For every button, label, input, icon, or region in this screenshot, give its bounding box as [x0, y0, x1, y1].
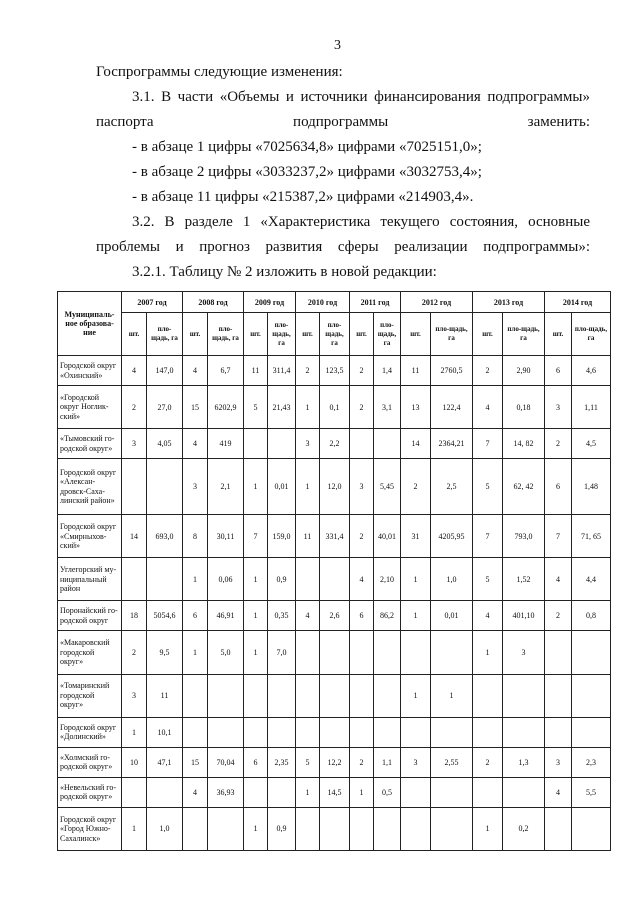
- area-cell: 0,35: [268, 601, 296, 631]
- count-cell: 11: [401, 356, 431, 386]
- header-count: шт.: [244, 313, 268, 356]
- count-cell: 2: [350, 356, 374, 386]
- count-cell: 1: [296, 777, 320, 807]
- count-cell: [122, 777, 147, 807]
- area-cell: [431, 717, 473, 747]
- count-cell: 3: [401, 747, 431, 777]
- count-cell: 1: [244, 459, 268, 515]
- area-cell: [374, 631, 401, 674]
- count-cell: 11: [244, 356, 268, 386]
- count-cell: 1: [473, 631, 503, 674]
- municipality-name: «Городской округ Ноглик-ский»: [58, 386, 122, 429]
- area-cell: [208, 674, 244, 717]
- area-cell: [431, 807, 473, 850]
- header-municipality: Муниципаль-ное образова-ние: [58, 292, 122, 356]
- count-cell: [183, 807, 208, 850]
- area-cell: 2,3: [572, 747, 611, 777]
- header-area: пло-щадь, га: [320, 313, 350, 356]
- count-cell: 4: [122, 356, 147, 386]
- count-cell: [296, 631, 320, 674]
- table-row: [58, 356, 611, 386]
- count-cell: [401, 777, 431, 807]
- count-cell: [350, 717, 374, 747]
- paragraph-item-2: - в абзаце 2 цифры «3033237,2» цифрами «3032753,4»;: [132, 164, 482, 180]
- count-cell: 7: [545, 515, 572, 558]
- area-cell: 1,0: [147, 807, 183, 850]
- area-cell: 0,18: [503, 386, 545, 429]
- paragraph-3-2: 3.2. В разделе 1 «Характеристика текущего состояния, основные проблемы и прогноз развития сферы реализации подпрограммы»:: [96, 214, 590, 255]
- count-cell: 11: [296, 515, 320, 558]
- table-row: [58, 807, 611, 850]
- area-cell: 123,5: [320, 356, 350, 386]
- table-row: [58, 515, 611, 558]
- area-cell: [572, 717, 611, 747]
- count-cell: [401, 631, 431, 674]
- area-cell: [374, 807, 401, 850]
- count-cell: 1: [401, 674, 431, 717]
- section-3-2-1: [96, 260, 590, 285]
- count-cell: 2: [350, 747, 374, 777]
- section-3-2: [96, 210, 590, 260]
- area-cell: 6202,9: [208, 386, 244, 429]
- area-cell: 6,7: [208, 356, 244, 386]
- area-cell: 3: [503, 631, 545, 674]
- municipality-name: «Томаринский городской округ»: [58, 674, 122, 717]
- area-cell: 12,2: [320, 747, 350, 777]
- count-cell: 4: [350, 558, 374, 601]
- header-area: пло-щадь, га: [431, 313, 473, 356]
- header-year: 2011 год: [350, 292, 401, 313]
- paragraph-item-1: - в абзаце 1 цифры «7025634,8» цифрами «7025151,0»;: [132, 139, 482, 155]
- count-cell: 15: [183, 747, 208, 777]
- area-cell: 4,6: [572, 356, 611, 386]
- count-cell: 3: [350, 459, 374, 515]
- area-cell: 47,1: [147, 747, 183, 777]
- area-cell: 2,90: [503, 356, 545, 386]
- count-cell: [350, 429, 374, 459]
- area-cell: 5,0: [208, 631, 244, 674]
- count-cell: 3: [122, 674, 147, 717]
- paragraph-intro: Госпрограммы следующие изменения:: [96, 64, 343, 80]
- count-cell: 3: [545, 386, 572, 429]
- table-row: [58, 717, 611, 747]
- area-cell: [208, 807, 244, 850]
- header-count: шт.: [401, 313, 431, 356]
- paragraph-3-1: 3.1. В части «Объемы и источники финансирования подпрограммы» паспорта подпрограммы заменить:: [96, 89, 590, 130]
- count-cell: 1: [244, 558, 268, 601]
- count-cell: 4: [545, 558, 572, 601]
- header-year: 2009 год: [244, 292, 296, 313]
- area-cell: 4,4: [572, 558, 611, 601]
- municipality-name: Городской округ «Охинский»: [58, 356, 122, 386]
- header-area: пло-щадь, га: [208, 313, 244, 356]
- count-cell: 18: [122, 601, 147, 631]
- header-count: шт.: [122, 313, 147, 356]
- count-cell: 2: [473, 356, 503, 386]
- count-cell: 10: [122, 747, 147, 777]
- header-count: шт.: [296, 313, 320, 356]
- count-cell: 4: [183, 429, 208, 459]
- municipality-name: «Макаровский городской округ»: [58, 631, 122, 674]
- header-year: 2010 год: [296, 292, 350, 313]
- count-cell: 3: [183, 459, 208, 515]
- table-row: [58, 601, 611, 631]
- header-year: 2014 год: [545, 292, 611, 313]
- count-cell: 6: [183, 601, 208, 631]
- count-cell: 6: [244, 747, 268, 777]
- count-cell: 2: [350, 386, 374, 429]
- count-cell: 1: [401, 601, 431, 631]
- municipality-name: Городской округ «Алексан-дровск-Саха-линский район»: [58, 459, 122, 515]
- municipality-name: Городской округ «Долинский»: [58, 717, 122, 747]
- area-cell: 2,5: [431, 459, 473, 515]
- section-3-1: [96, 85, 590, 135]
- area-cell: 2,1: [208, 459, 244, 515]
- municipality-name: Городской округ «Город Южно-Сахалинск»: [58, 807, 122, 850]
- area-cell: 2,10: [374, 558, 401, 601]
- area-cell: 0,01: [431, 601, 473, 631]
- area-cell: 12,0: [320, 459, 350, 515]
- table-row: [58, 674, 611, 717]
- count-cell: 1: [296, 459, 320, 515]
- area-cell: [503, 777, 545, 807]
- municipality-name: «Холмский го-родской округ»: [58, 747, 122, 777]
- count-cell: 1: [244, 807, 268, 850]
- header-count: шт.: [350, 313, 374, 356]
- area-cell: 159,0: [268, 515, 296, 558]
- count-cell: 1: [296, 386, 320, 429]
- area-cell: 1,48: [572, 459, 611, 515]
- area-cell: 86,2: [374, 601, 401, 631]
- area-cell: 122,4: [431, 386, 473, 429]
- area-cell: [320, 631, 350, 674]
- count-cell: 3: [122, 429, 147, 459]
- count-cell: [244, 429, 268, 459]
- area-cell: [374, 674, 401, 717]
- count-cell: [545, 631, 572, 674]
- area-cell: 9,5: [147, 631, 183, 674]
- area-cell: 46,91: [208, 601, 244, 631]
- count-cell: [244, 777, 268, 807]
- area-cell: [374, 429, 401, 459]
- count-cell: 2: [401, 459, 431, 515]
- area-cell: 1: [431, 674, 473, 717]
- municipality-name: Городской округ «Смирныхов-ский»: [58, 515, 122, 558]
- table-row: [58, 386, 611, 429]
- count-cell: 2: [122, 631, 147, 674]
- area-cell: 30,11: [208, 515, 244, 558]
- area-cell: 0,01: [268, 459, 296, 515]
- area-cell: 419: [208, 429, 244, 459]
- area-cell: 11: [147, 674, 183, 717]
- area-cell: [268, 717, 296, 747]
- area-cell: 693,0: [147, 515, 183, 558]
- header-count: шт.: [473, 313, 503, 356]
- count-cell: [296, 717, 320, 747]
- area-cell: 36,93: [208, 777, 244, 807]
- count-cell: [401, 717, 431, 747]
- count-cell: 4: [545, 777, 572, 807]
- table-row: [58, 747, 611, 777]
- count-cell: [545, 674, 572, 717]
- paragraph-item-3: - в абзаце 11 цифры «215387,2» цифрами «214903,4».: [132, 189, 474, 205]
- area-cell: 1,3: [503, 747, 545, 777]
- count-cell: [122, 459, 147, 515]
- count-cell: [545, 717, 572, 747]
- count-cell: [473, 674, 503, 717]
- count-cell: 4: [473, 386, 503, 429]
- count-cell: 1: [473, 807, 503, 850]
- count-cell: [473, 777, 503, 807]
- table-row: [58, 459, 611, 515]
- count-cell: 14: [122, 515, 147, 558]
- page-number: 3: [334, 38, 341, 53]
- municipality-name: «Невельский го-родской округ»: [58, 777, 122, 807]
- count-cell: 1: [244, 631, 268, 674]
- count-cell: 2: [545, 601, 572, 631]
- area-cell: 0,06: [208, 558, 244, 601]
- area-cell: 70,04: [208, 747, 244, 777]
- municipality-name: Поронайский го-родской округ: [58, 601, 122, 631]
- header-year: 2008 год: [183, 292, 244, 313]
- header-area: пло-щадь, га: [147, 313, 183, 356]
- count-cell: [350, 674, 374, 717]
- count-cell: 2: [473, 747, 503, 777]
- count-cell: 7: [473, 429, 503, 459]
- count-cell: 13: [401, 386, 431, 429]
- area-cell: 0,9: [268, 807, 296, 850]
- area-cell: 2,6: [320, 601, 350, 631]
- count-cell: 14: [401, 429, 431, 459]
- count-cell: 4: [183, 777, 208, 807]
- count-cell: [183, 674, 208, 717]
- area-cell: [320, 807, 350, 850]
- area-cell: 0,1: [320, 386, 350, 429]
- header-count: шт.: [183, 313, 208, 356]
- header-area: пло-щадь, га: [268, 313, 296, 356]
- replacement-list: [96, 135, 590, 210]
- count-cell: 2: [350, 515, 374, 558]
- area-cell: [147, 558, 183, 601]
- count-cell: [244, 674, 268, 717]
- count-cell: [350, 631, 374, 674]
- data-table: [57, 291, 611, 851]
- count-cell: 7: [244, 515, 268, 558]
- area-cell: 10,1: [147, 717, 183, 747]
- count-cell: 2: [545, 429, 572, 459]
- area-cell: 4,5: [572, 429, 611, 459]
- table-row: [58, 558, 611, 601]
- area-cell: 2,35: [268, 747, 296, 777]
- area-cell: 3,1: [374, 386, 401, 429]
- area-cell: 2,2: [320, 429, 350, 459]
- area-cell: 1,1: [374, 747, 401, 777]
- area-cell: 311,4: [268, 356, 296, 386]
- count-cell: [401, 807, 431, 850]
- count-cell: 3: [296, 429, 320, 459]
- count-cell: 7: [473, 515, 503, 558]
- area-cell: [147, 459, 183, 515]
- area-cell: 0,2: [503, 807, 545, 850]
- area-cell: 4,05: [147, 429, 183, 459]
- header-area: пло-щадь, га: [503, 313, 545, 356]
- count-cell: [244, 717, 268, 747]
- area-cell: 5,45: [374, 459, 401, 515]
- count-cell: 8: [183, 515, 208, 558]
- count-cell: 6: [545, 459, 572, 515]
- count-cell: 4: [183, 356, 208, 386]
- area-cell: 2364,21: [431, 429, 473, 459]
- count-cell: 5: [473, 558, 503, 601]
- area-cell: [320, 558, 350, 601]
- area-cell: 4205,95: [431, 515, 473, 558]
- count-cell: 1: [183, 631, 208, 674]
- count-cell: [350, 807, 374, 850]
- area-cell: [431, 777, 473, 807]
- area-cell: 27,0: [147, 386, 183, 429]
- table-header-years: [58, 292, 611, 313]
- area-cell: 71, 65: [572, 515, 611, 558]
- area-cell: [374, 717, 401, 747]
- area-cell: 14,5: [320, 777, 350, 807]
- area-cell: 401,10: [503, 601, 545, 631]
- count-cell: 5: [296, 747, 320, 777]
- count-cell: 2: [122, 386, 147, 429]
- area-cell: [431, 631, 473, 674]
- body-text: [96, 60, 590, 85]
- area-cell: [268, 777, 296, 807]
- area-cell: [572, 674, 611, 717]
- count-cell: [545, 807, 572, 850]
- count-cell: 15: [183, 386, 208, 429]
- area-cell: 14, 82: [503, 429, 545, 459]
- area-cell: 0,9: [268, 558, 296, 601]
- area-cell: [572, 807, 611, 850]
- header-area: пло-щадь, га: [572, 313, 611, 356]
- area-cell: 0,8: [572, 601, 611, 631]
- count-cell: 6: [350, 601, 374, 631]
- area-cell: 793,0: [503, 515, 545, 558]
- count-cell: [296, 807, 320, 850]
- count-cell: 1: [350, 777, 374, 807]
- count-cell: 5: [244, 386, 268, 429]
- municipality-name: Углегорский му-ниципальный район: [58, 558, 122, 601]
- count-cell: [122, 558, 147, 601]
- area-cell: [320, 674, 350, 717]
- count-cell: [183, 717, 208, 747]
- area-cell: 331,4: [320, 515, 350, 558]
- count-cell: 4: [473, 601, 503, 631]
- table-row: [58, 631, 611, 674]
- area-cell: 0,5: [374, 777, 401, 807]
- count-cell: 1: [122, 807, 147, 850]
- header-count: шт.: [545, 313, 572, 356]
- area-cell: 1,11: [572, 386, 611, 429]
- area-cell: [320, 717, 350, 747]
- table-row: [58, 777, 611, 807]
- area-cell: [147, 777, 183, 807]
- paragraph-3-2-1: 3.2.1. Таблицу № 2 изложить в новой редакции:: [132, 264, 437, 280]
- area-cell: 2,55: [431, 747, 473, 777]
- count-cell: [296, 674, 320, 717]
- area-cell: 21,43: [268, 386, 296, 429]
- count-cell: 2: [296, 356, 320, 386]
- area-cell: 147,0: [147, 356, 183, 386]
- area-cell: 2760,5: [431, 356, 473, 386]
- count-cell: 1: [183, 558, 208, 601]
- area-cell: 62, 42: [503, 459, 545, 515]
- area-cell: 1,4: [374, 356, 401, 386]
- count-cell: 31: [401, 515, 431, 558]
- municipality-name: «Тымовский го-родской округ»: [58, 429, 122, 459]
- area-cell: [268, 429, 296, 459]
- area-cell: 5,5: [572, 777, 611, 807]
- count-cell: 3: [545, 747, 572, 777]
- count-cell: 5: [473, 459, 503, 515]
- count-cell: 1: [122, 717, 147, 747]
- count-cell: 4: [296, 601, 320, 631]
- count-cell: [473, 717, 503, 747]
- header-year: 2007 год: [122, 292, 183, 313]
- area-cell: [208, 717, 244, 747]
- header-year: 2013 год: [473, 292, 545, 313]
- area-cell: 1,52: [503, 558, 545, 601]
- header-area: пло-щадь, га: [374, 313, 401, 356]
- area-cell: [268, 674, 296, 717]
- area-cell: 40,01: [374, 515, 401, 558]
- count-cell: [296, 558, 320, 601]
- table-header-units: [58, 313, 611, 356]
- table-row: [58, 429, 611, 459]
- area-cell: [503, 717, 545, 747]
- area-cell: 1,0: [431, 558, 473, 601]
- area-cell: [572, 631, 611, 674]
- area-cell: [503, 674, 545, 717]
- count-cell: 1: [244, 601, 268, 631]
- area-cell: 7,0: [268, 631, 296, 674]
- area-cell: 5054,6: [147, 601, 183, 631]
- table-body: [58, 356, 611, 851]
- count-cell: 1: [401, 558, 431, 601]
- header-year: 2012 год: [401, 292, 473, 313]
- count-cell: 6: [545, 356, 572, 386]
